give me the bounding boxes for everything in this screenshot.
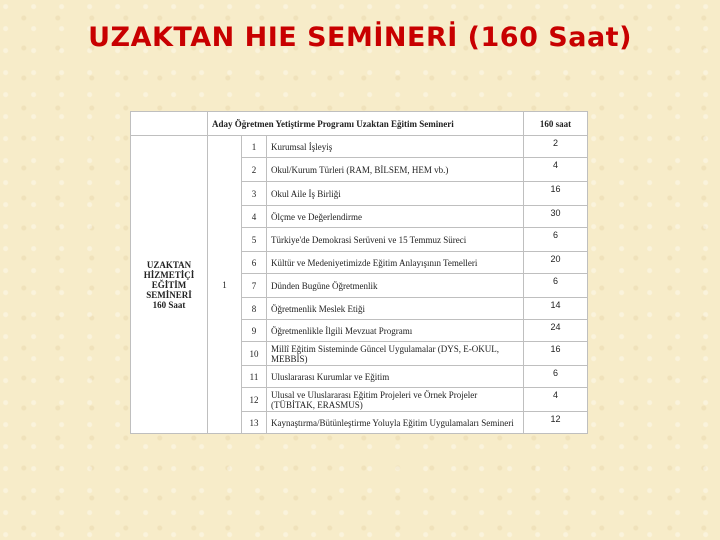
- row-hours: 4: [524, 388, 588, 412]
- table-header-label: Aday Öğretmen Yetiştirme Programı Uzaktan Eğitim Semineri: [208, 112, 524, 136]
- row-number: 6: [242, 252, 267, 274]
- row-number: 7: [242, 274, 267, 298]
- header-blank-cell: [131, 112, 208, 136]
- table-header-hours: 160 saat: [524, 112, 588, 136]
- row-topic: Öğretmenlik Meslek Etiği: [267, 298, 524, 320]
- row-number: 8: [242, 298, 267, 320]
- row-number: 10: [242, 342, 267, 366]
- category-line: SEMİNERİ: [146, 289, 192, 300]
- row-topic: Dünden Bugüne Öğretmenlik: [267, 274, 524, 298]
- row-topic: Okul Aile İş Birliği: [267, 182, 524, 206]
- row-topic: Öğretmenlikle İlgili Mevzuat Programı: [267, 320, 524, 342]
- row-topic: Kaynaştırma/Bütünleştirme Yoluyla Eğitim Uygulamaları Semineri: [267, 412, 524, 434]
- row-number: 4: [242, 206, 267, 228]
- category-line: 160 Saat: [152, 299, 186, 310]
- row-topic: Okul/Kurum Türleri (RAM, BİLSEM, HEM vb.): [267, 158, 524, 182]
- row-number: 12: [242, 388, 267, 412]
- row-number: 2: [242, 158, 267, 182]
- row-hours: 12: [524, 412, 588, 434]
- row-topic: Ölçme ve Değerlendirme: [267, 206, 524, 228]
- row-hours: 4: [524, 158, 588, 182]
- row-number: 9: [242, 320, 267, 342]
- row-number: 13: [242, 412, 267, 434]
- row-hours: 24: [524, 320, 588, 342]
- category-line: EĞİTİM: [151, 279, 187, 290]
- row-topic: Kurumsal İşleyiş: [267, 136, 524, 158]
- row-hours: 6: [524, 366, 588, 388]
- category-line: UZAKTAN: [146, 259, 192, 270]
- row-hours: 6: [524, 228, 588, 252]
- row-hours: 30: [524, 206, 588, 228]
- row-hours: 2: [524, 136, 588, 158]
- row-topic: Kültür ve Medeniyetimizde Eğitim Anlayışının Temelleri: [267, 252, 524, 274]
- table-header-row: [131, 112, 588, 136]
- page-title: UZAKTAN HIE SEMİNERİ (160 Saat): [88, 22, 632, 53]
- row-hours: 20: [524, 252, 588, 274]
- category-cell: [131, 136, 208, 434]
- row-hours: 16: [524, 182, 588, 206]
- row-hours: 14: [524, 298, 588, 320]
- row-hours: 6: [524, 274, 588, 298]
- table-body: [131, 112, 588, 434]
- seminar-table: [130, 111, 588, 434]
- row-topic: Uluslararası Kurumlar ve Eğitim: [267, 366, 524, 388]
- table-row: [131, 136, 588, 158]
- row-topic: Millî Eğitim Sisteminde Güncel Uygulamalar (DYS, E-OKUL, MEBBİS): [267, 342, 524, 366]
- group-number-cell: 1: [208, 136, 242, 434]
- row-number: 11: [242, 366, 267, 388]
- row-number: 5: [242, 228, 267, 252]
- row-topic: Ulusal ve Uluslararası Eğitim Projeleri ve Örnek Projeler (TÜBİTAK, ERASMUS): [267, 388, 524, 412]
- row-number: 1: [242, 136, 267, 158]
- category-line: HİZMETİÇİ: [143, 269, 195, 280]
- row-number: 3: [242, 182, 267, 206]
- row-topic: Türkiye'de Demokrasi Serüveni ve 15 Temmuz Süreci: [267, 228, 524, 252]
- row-hours: 16: [524, 342, 588, 366]
